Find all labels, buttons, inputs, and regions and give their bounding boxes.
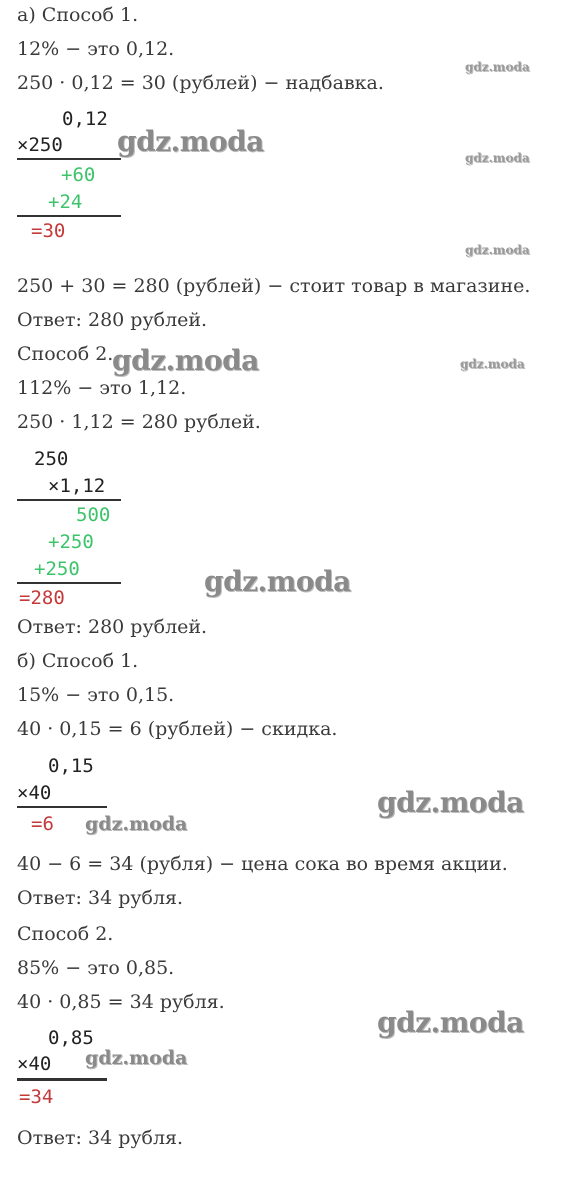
calc-rule <box>17 806 107 808</box>
calc-result: =6 <box>31 813 54 835</box>
calc-multiplier: ×1,12 <box>48 475 106 497</box>
calc-partial-product: 500 <box>76 504 111 526</box>
calc-result: =280 <box>19 587 65 609</box>
part-b-method1-line1: 15% − это 0,15. <box>17 684 175 706</box>
watermark: gdz.moda <box>85 813 188 835</box>
part-a-method1-line2: 250 · 0,12 = 30 (рублей) − надбавка. <box>17 72 384 94</box>
calc-partial-product: +250 <box>34 558 80 580</box>
calc-result: =34 <box>19 1086 54 1108</box>
watermark: gdz.moda <box>204 565 351 598</box>
watermark: gdz.moda <box>112 344 259 377</box>
watermark: gdz.moda <box>377 786 524 819</box>
calc-partial-product: +60 <box>61 164 96 186</box>
calc-partial-product: +250 <box>48 531 94 553</box>
calc-multiplier: ×40 <box>17 1053 52 1075</box>
part-b-method1-answer: Ответ: 34 рубля. <box>17 887 184 909</box>
calc-multiplicand: 250 <box>34 448 69 470</box>
watermark: gdz.moda <box>377 1006 524 1039</box>
calc-rule <box>17 215 121 217</box>
part-b-method2-answer: Ответ: 34 рубля. <box>17 1127 184 1149</box>
calc-result: =30 <box>31 220 66 242</box>
part-a-method1-line1: 12% − это 0,12. <box>17 38 175 60</box>
calc-multiplicand: 0,15 <box>48 755 94 777</box>
calc-partial-product: +24 <box>48 191 83 213</box>
watermark: gdz.moda <box>85 1047 188 1069</box>
part-a-method2-answer: Ответ: 280 рублей. <box>17 616 208 638</box>
watermark: gdz.moda <box>117 125 264 158</box>
part-b-method2-line2: 40 · 0,85 = 34 рубля. <box>17 991 225 1013</box>
calc-rule <box>17 499 121 501</box>
calc-multiplier: ×250 <box>17 134 63 156</box>
calc-multiplicand: 0,85 <box>48 1027 94 1049</box>
part-a-method2-heading: Способ 2. <box>17 343 114 365</box>
calc-multiplicand: 0,12 <box>62 108 108 130</box>
part-a-method2-line1: 112% − это 1,12. <box>17 377 187 399</box>
calc-rule <box>17 158 121 160</box>
calc-rule <box>17 1078 107 1081</box>
calc-multiplier: ×40 <box>17 782 52 804</box>
watermark: gdz.moda <box>465 151 530 165</box>
part-b-method2-heading: Способ 2. <box>17 923 114 945</box>
watermark: gdz.moda <box>460 357 525 371</box>
watermark: gdz.moda <box>465 60 530 74</box>
part-b-method1-heading: б) Способ 1. <box>17 650 139 672</box>
part-a-method1-answer: Ответ: 280 рублей. <box>17 309 208 331</box>
part-b-method1-line3: 40 − 6 = 34 (рубля) − цена сока во время акции. <box>17 853 508 875</box>
part-a-method2-line2: 250 · 1,12 = 280 рублей. <box>17 411 261 433</box>
part-a-method1-heading: а) Способ 1. <box>17 4 139 26</box>
calc-rule <box>17 582 121 584</box>
watermark: gdz.moda <box>465 243 530 257</box>
part-b-method2-line1: 85% − это 0,85. <box>17 957 175 979</box>
part-a-method1-line3: 250 + 30 = 280 (рублей) − стоит товар в магазине. <box>17 275 531 297</box>
part-b-method1-line2: 40 · 0,15 = 6 (рублей) − скидка. <box>17 718 338 740</box>
